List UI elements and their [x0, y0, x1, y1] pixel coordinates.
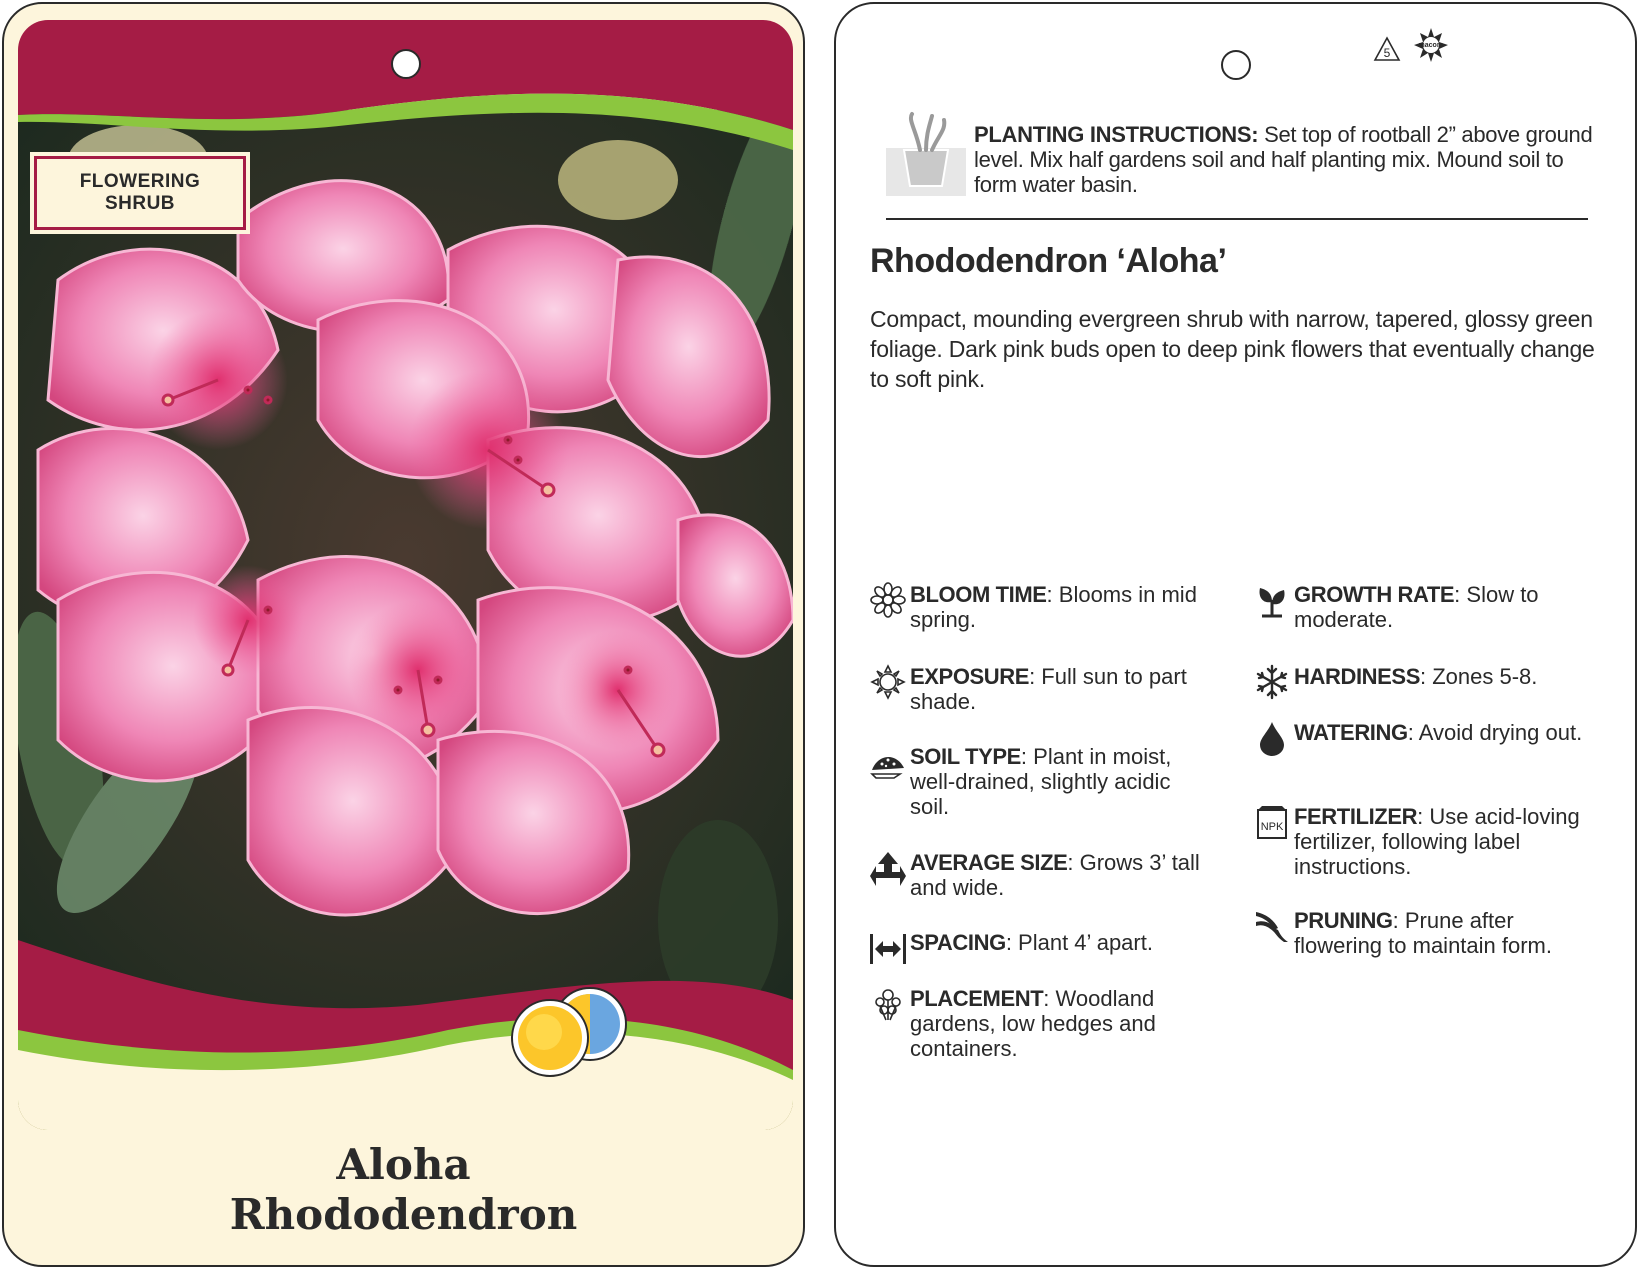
sun-outline-icon [870, 664, 906, 700]
hang-hole [391, 49, 421, 79]
plant-description: Compact, mounding evergreen shrub with narrow, tapered, glossy green foliage. Dark pink buds open to deep pink flowers that eventually change to soft pink. [870, 306, 1595, 392]
planting-instructions [886, 110, 1593, 202]
recycle-and-brand-logos [1371, 24, 1451, 70]
sprout-icon [1254, 582, 1290, 618]
planting-label: PLANTING INSTRUCTIONS: [974, 122, 1259, 147]
pot-icon [886, 110, 966, 196]
npk-icon [1254, 804, 1290, 840]
planting-text: Set top of rootball 2” above ground level. Mix half gardens soil and half planting mix. Mound soil to form water basin. [974, 122, 1593, 197]
exposure-icons [500, 984, 640, 1084]
common-name-line-2: Rhododendron [229, 1190, 578, 1239]
size-icon [870, 850, 906, 886]
back-tag: 5 macore PLANTING INSTRUCTIONS: Set top of rootball 2” above ground level. Mix half gardens soil and half planting mix. Mound soil to form water basin. Rhododendron ‘Aloha’ Compact, mounding evergreen shrub with narrow, tapered, glossy green foliage. Dark pink buds open to deep pink flowers that eventually change to soft pink. BLOOM TIME: Blooms in mid spring. EXPOSURE: Full sun to part shade. SOIL TYPE: Plant in moist, well-drained, slightly acidic soil. AVERAGE SIZE: Grows 3’ tall and wide. SPACING: Plant 4’ apart. PLACEMENT: Woodland gardens, low hedges and containers. GROWTH RATE: Slow to moderate. HARDINESS: Zones 5-8. WATERING: Avoid drying out. NPK FERTILIZER: Use acid-loving fertilizer, following label instructions. PRUNING: Prune after flowering to maintain form. [834, 2, 1637, 1267]
front-tag [2, 2, 805, 1267]
placement-icon [870, 986, 906, 1022]
pruner-icon [1254, 908, 1290, 944]
brand-name: macore [1418, 42, 1444, 49]
common-name-line-1: Aloha [336, 1140, 471, 1189]
category-label: FLOWERING SHRUB [79, 171, 201, 214]
flower-icon [870, 582, 906, 618]
divider [886, 218, 1588, 220]
hang-hole [1221, 50, 1251, 80]
spacing-icon [870, 930, 906, 966]
recycle-number: 5 [1383, 46, 1391, 60]
category-badge [34, 156, 246, 230]
svg-text:NPK: NPK [1260, 821, 1284, 833]
full-sun-icon [512, 1000, 588, 1076]
snowflake-icon [1254, 664, 1290, 700]
water-drop-icon [1254, 720, 1290, 756]
soil-icon [870, 744, 906, 780]
botanical-name: Rhododendron ‘Aloha’ [870, 242, 1227, 280]
